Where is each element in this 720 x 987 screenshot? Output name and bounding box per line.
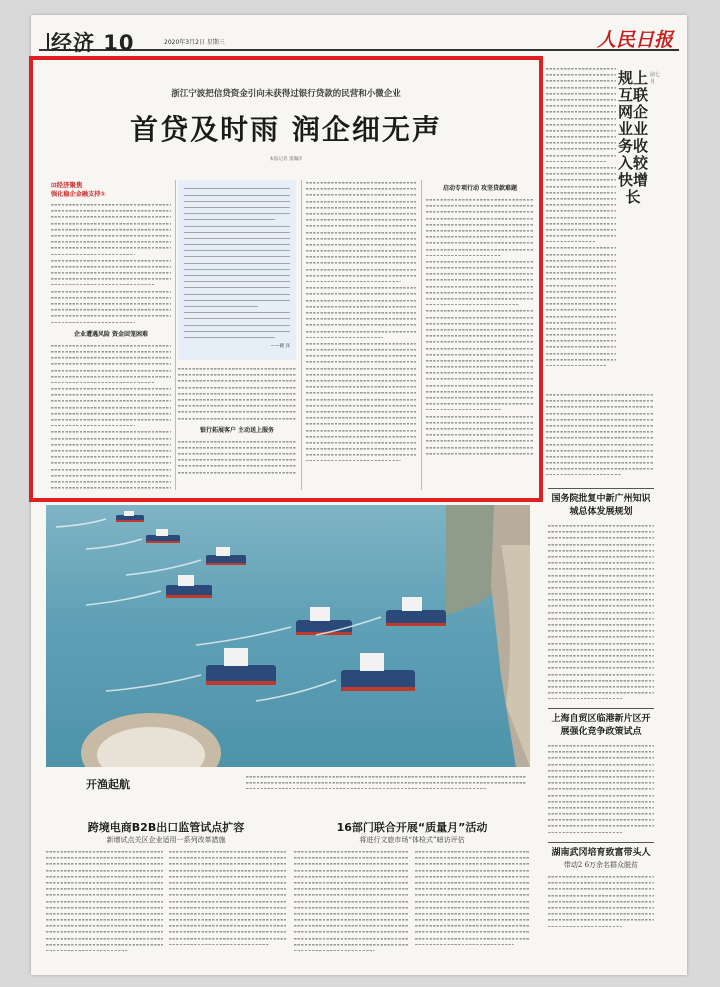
article-kicker: 浙江宁波把信贷资金引向未获得过银行贷款的民营和小微企业 [171,89,401,99]
column-rule [301,180,302,490]
section-title: 经济 10 [51,31,135,55]
bottom-article-1-col-a [46,849,163,961]
series-title: 强化稳企金融支持① [51,191,106,198]
right-article-column-b [546,392,654,484]
bottom-article-1-title: 跨境电商B2B出口监管试点扩容 [87,821,245,834]
column-rule [421,180,422,490]
news-brief-3-subtitle: 带动2 6万余名群众脱贫 [563,861,639,869]
news-brief-2-body [548,743,654,843]
photo-caption-text [246,774,526,798]
right-article-column-a [546,66,616,386]
commentary-box [178,180,296,360]
bottom-article-2-title: 16部门联合开展“质量月”活动 [336,821,488,834]
bottom-article-1-col-b [169,849,286,961]
subhead-1: 企业遭遇风险 资金回笼困难 [73,330,149,338]
news-brief-1[interactable] [548,488,654,709]
article-column-1 [51,180,171,490]
news-brief-3[interactable] [548,842,654,944]
article-byline: 本报记者 窦瀚洋 [269,157,303,162]
bottom-article-2-subtitle: 将进行文旅市场“体检式”暗访评估 [359,836,465,844]
subhead-3: 启动专项行动 攻坚贷款难题 [442,185,518,192]
right-article-headline: 规上互联网企业业务收入较快增长 [618,69,649,206]
bottom-article-1[interactable] [46,820,286,961]
photo-caption [46,770,530,800]
issue-date: 2020年3月2日 星期三 [164,39,225,46]
article-column-3 [306,180,416,496]
bottom-article-2[interactable] [294,820,530,961]
bottom-article-2-col-a [294,849,409,961]
news-brief-2[interactable] [548,708,654,839]
article-column-2 [178,366,296,496]
subhead-2: 银行拓展客户 主动送上服务 [199,426,275,434]
news-brief-1-title: 国务院批复中新广州知识城总体发展规划 [551,494,651,517]
highlighted-feature-article[interactable] [29,56,543,502]
harbor-photo [46,505,530,767]
bottom-article-2-col-b [415,849,530,961]
masthead [39,27,679,55]
news-brief-3-title: 湖南武冈培育致富带头人 [551,848,651,858]
fishing-boats-illustration [46,505,530,767]
news-brief-1-body [548,523,654,713]
article-headline: 首贷及时雨 润企细无声 [130,113,442,146]
right-article-kicker: 前七月 [650,72,661,85]
commentary-signature: ——晓 泽 [270,343,290,349]
article-column-4 [426,180,534,496]
newspaper-logo: 人民日报 [596,29,673,51]
news-brief-3-body [548,874,654,944]
masthead-bar [47,33,49,49]
bottom-article-1-subtitle: 新增试点关区企业适用一系列改革措施 [106,836,226,844]
news-brief-2-title: 上海自贸区临港新片区开展强化竞争政策试点 [551,714,651,737]
column-rule [175,180,176,490]
series-label: ⊡经济聚焦 [51,181,83,189]
photo-caption-title: 开渔起航 [86,778,130,791]
